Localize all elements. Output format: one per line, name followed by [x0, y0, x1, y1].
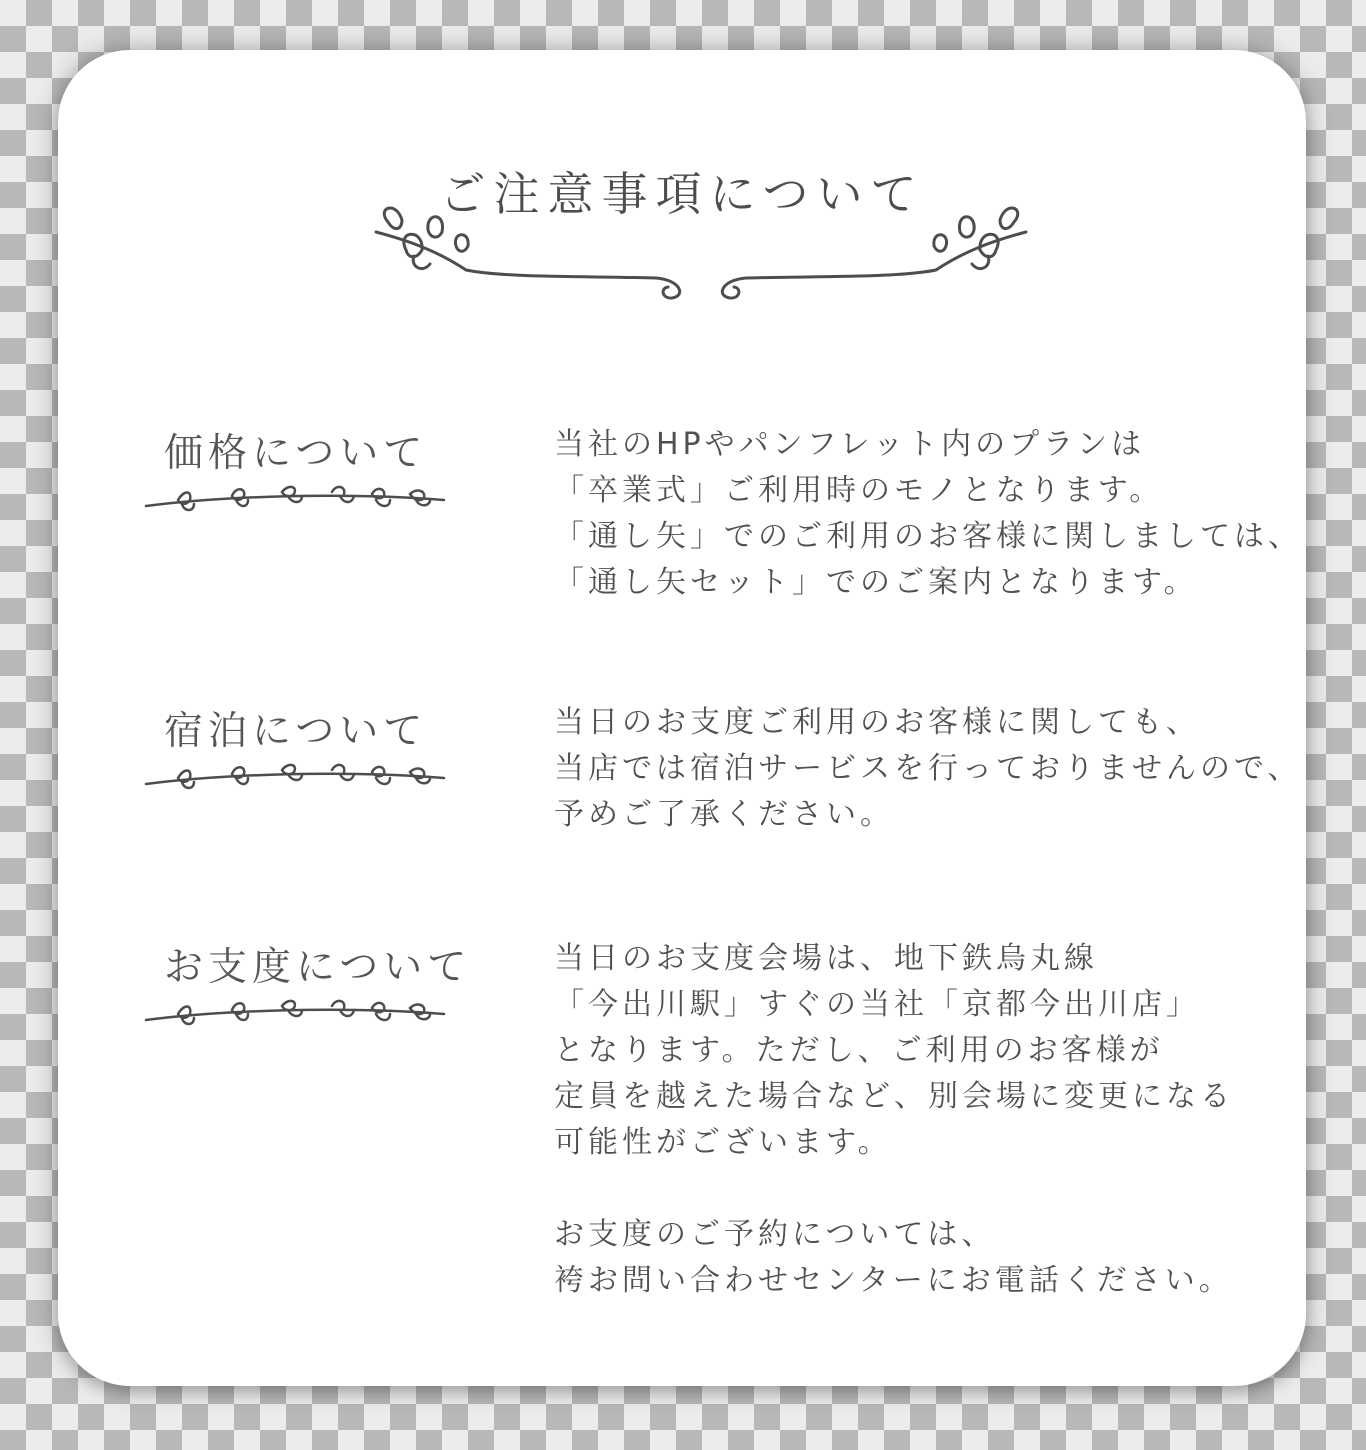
body-line: 袴お問い合わせセンターにお電話ください。: [554, 1263, 1233, 1298]
section-body: [554, 422, 1302, 606]
notice-card: [58, 50, 1306, 1386]
body-line: お支度のご予約については、: [554, 1217, 996, 1252]
body-line: 当日のお支度ご利用のお客様に関しても、: [554, 705, 1200, 740]
leafy-branch-icon: [144, 996, 446, 1030]
vine-scroll-ornament-icon: [366, 200, 1036, 304]
section-heading: 価格について: [164, 431, 428, 476]
page-title: ご注意事項について: [439, 167, 925, 221]
body-line: 予めご了承ください。: [554, 797, 894, 832]
body-line: 「卒業式」ご利用時のモノとなります。: [554, 473, 1164, 508]
body-line: 当社のHPやパンフレット内のプランは: [554, 427, 1146, 462]
body-line: 当店では宿泊サービスを行っておりませんので、: [554, 751, 1302, 786]
blank-line: [554, 1166, 1294, 1212]
leafy-branch-icon: [144, 760, 446, 794]
section-heading: 宿泊について: [164, 709, 428, 754]
body-line: 「通し矢」でのご利用のお客様に関しましては、: [554, 519, 1302, 554]
body-line: 定員を越えた場合など、別会場に変更になる: [554, 1079, 1234, 1114]
body-line: となります。ただし、ご利用のお客様が: [554, 1033, 1164, 1068]
section-heading: お支度について: [164, 945, 472, 990]
body-line: 当日のお支度会場は、地下鉄烏丸線: [554, 941, 1098, 976]
leafy-branch-icon: [144, 482, 446, 516]
body-line: 可能性がございます。: [554, 1125, 892, 1160]
section-body: [554, 936, 1294, 1304]
body-line: 「通し矢セット」でのご案内となります。: [554, 565, 1198, 600]
section-body: [554, 700, 1302, 838]
body-line: 「今出川駅」すぐの当社「京都今出川店」: [554, 987, 1200, 1022]
